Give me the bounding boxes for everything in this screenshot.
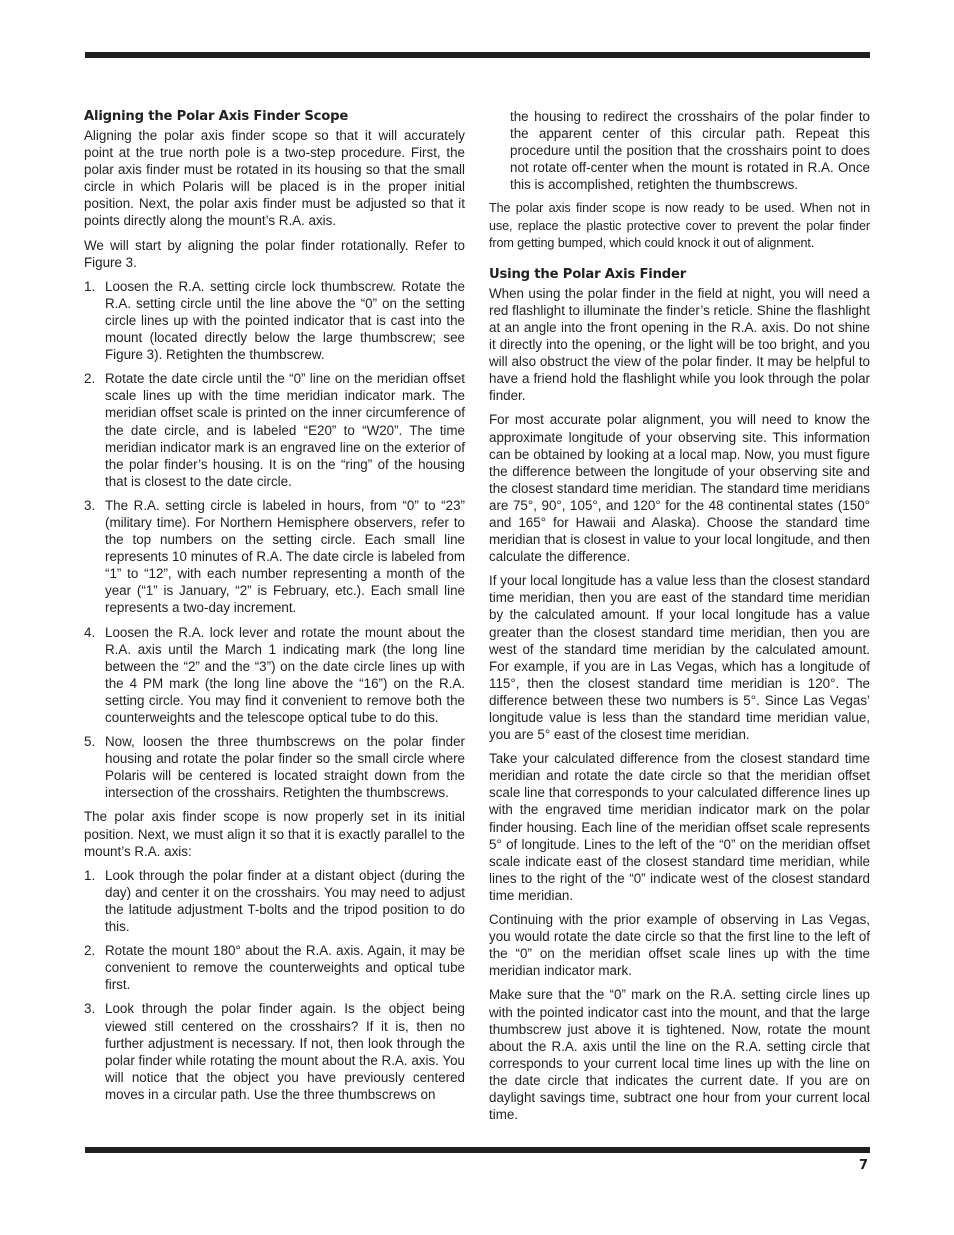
- paragraph-east-west: If your local longitude has a value less than the closest standard time meridian, then you are east of the standard time meridian by the calculated amount. If your local longitude has a value greater than the closest standard time meridian, then you are west of the standard time meridian by the calculated amount. For example, if you are in Las Vegas, which has a longitude of 115°, then the closest standard time meridian is 120°. The difference between these two numbers is 5°. Since Las Vegas’ longitude value is less than the standard time meridian value, you are 5° east of the closest time meridian.: [489, 573, 870, 743]
- list-item: [84, 733, 465, 801]
- step-text: Look through the polar finder again. Is the object being viewed still centered on the crosshairs? If it is, then no further adjustment is necessary. If not, then look through the polar finder while rotating the mount about the R.A. axis. You will notice that the object you have previously centered moves in a circular path. Use the three thumbscrews on: [105, 1001, 465, 1102]
- paragraph-offset: Take your calculated difference from the closest standard time meridian and rotate the date circle so that the meridian offset scale line that corresponds to your calculated difference lines up with the engraved time meridian indicator mark on the polar finder housing. Each line of the meridian offset scale represents 5° of longitude. Lines to the left of the “0” on the meridian offset scale indicate east of the closest standard time meridian, while lines to the right of the “0” indicate west of the closest standard time meridian.: [489, 751, 870, 903]
- paragraph-parallel: The polar axis finder scope is now properly set in its initial position. Next, we must align it so that it is exactly parallel to the mount’s R.A. axis:: [84, 809, 465, 859]
- steps-list-continued: [489, 108, 870, 193]
- step-text: Rotate the mount 180° about the R.A. axis. Again, it may be convenient to remove the counterweights and optical tube first.: [105, 943, 465, 993]
- step-text: The R.A. setting circle is labeled in hours, from “0” to “23” (military time). For Northern Hemisphere observers, refer to the top numbers on the setting circle. Each small line represents 10 minutes of R.A. The date circle is labeled from “1” to “12”, with each number representing a month of the year (“1” is January, “2” is February, etc.). Each small line represents a two-day increment.: [105, 497, 465, 616]
- right-column: [489, 108, 870, 1130]
- step-number: 2.: [84, 943, 96, 959]
- top-rule: [85, 52, 870, 58]
- left-column: [84, 108, 465, 1110]
- paragraph-ready: The polar axis finder scope is now ready to be used. When not in use, replace the plastic protective cover to prevent the polar finder from getting bumped, which could knock it out of alignment.: [489, 201, 870, 250]
- step-number: 2.: [84, 371, 96, 387]
- step-text: Look through the polar finder at a distant object (during the day) and center it on the crosshairs. You may need to adjust the latitude adjustment T-bolts and the tripod position to do this.: [105, 867, 465, 935]
- paragraph-flashlight: When using the polar finder in the field at night, you will need a red flashlight to illuminate the finder’s reticle. Shine the flashlight at an angle into the front opening in the R.A. axis. Do not shine it directly into the opening, or the light will be too bright, and you will also obstruct the view of the polar finder. It may be helpful to have a friend hold the flashlight while you look through the polar finder.: [489, 285, 870, 404]
- paragraph-longitude: For most accurate polar alignment, you will need to know the approximate longitude of your observing site. This information can be obtained by looking at a local map. Now, you must figure the difference between the longitude of your observing site and the closest standard time meridian. The standard time meridians are 75°, 90°, 105°, and 120° for the 48 continental states (150° and 165° for Hawaii and Alaska). Choose the standard time meridian that is closest in value to your local longitude, and then calculate the difference.: [489, 412, 870, 565]
- list-item: [84, 278, 465, 363]
- step-text: Loosen the R.A. setting circle lock thumbscrew. Rotate the R.A. setting circle until the line above the “0” on the setting circle lines up with the pointed indicator that is cast into the mount (located directly below the large thumbscrew; see Figure 3). Retighten the thumbscrew.: [105, 278, 465, 363]
- intro-paragraph: Aligning the polar axis finder scope so that it will accurately point at the true north pole is a two-step procedure. First, the polar axis finder must be rotated in its housing so that the small circle in which Polaris will be placed is in the proper initial position. Next, the polar axis finder must be adjusted so that it points directly along the mount’s R.A. axis.: [84, 128, 465, 229]
- step-text: Rotate the date circle until the “0” line on the meridian offset scale lines up with the time meridian indicator mark. The meridian offset scale is printed on the inner circumference of the date circle, and is labeled “E20” to “W20”. The time meridian indicator mark is an engraved line on the exterior of the polar finder’s housing. It is on the “ring” of the housing that is closest to the date circle.: [105, 371, 465, 489]
- list-item: [84, 942, 465, 993]
- paragraph-las-vegas: Continuing with the prior example of observing in Las Vegas, you would rotate the date circle so that the first line to the left of the “0” on the meridian offset scale lines up with the time meridian indicator mark.: [489, 912, 870, 979]
- step-number: 1.: [84, 867, 96, 883]
- page-number: 7: [858, 1158, 868, 1173]
- steps-list-rotational: [84, 278, 465, 802]
- step-text: Now, loosen the three thumbscrews on the polar finder housing and rotate the polar finder so the small circle where Polaris will be centered is located straight down from the intersection of the crosshairs. Retighten the thumbscrews.: [105, 734, 465, 801]
- step-number: 1.: [84, 278, 96, 294]
- section-heading-aligning: Aligning the Polar Axis Finder Scope: [84, 109, 349, 124]
- steps-list-parallel: [84, 867, 465, 1103]
- step-number: 3.: [84, 1001, 96, 1017]
- list-item: [84, 624, 465, 727]
- list-item-continued: the housing to redirect the crosshairs of the polar finder to the apparent center of this circular path. Repeat this procedure until the position that the crosshairs point to does not rotate off-center when the mount is rotated in R.A. Once this is accomplished, retighten the thumbscrews.: [510, 109, 870, 193]
- list-item: [84, 497, 465, 617]
- step-number: 3.: [84, 497, 96, 513]
- list-item: [84, 370, 465, 490]
- step-text: Loosen the R.A. lock lever and rotate the mount about the R.A. axis until the March 1 indicating mark (the long line between the “2” and the “3”) on the date circle lines up with the 4 PM mark (the long line above the “16”) on the R.A. setting circle. You may find it convenient to remove both the counterweights and the telescope optical tube to do this.: [105, 624, 465, 725]
- section-heading-using: Using the Polar Axis Finder: [489, 266, 687, 282]
- step-number: 4.: [84, 624, 96, 640]
- paragraph-setting-circle: Make sure that the “0” mark on the R.A. setting circle lines up with the pointed indicator cast into the mount, and that the large thumbscrew just above it is tightened. Now, rotate the mount about the R.A. axis until the line on the R.A. setting circle that corresponds to your current local time lines up with the line on the date circle that indicates the current date. If you are on daylight savings time, subtract one hour from your current local time.: [489, 987, 870, 1123]
- list-item: [84, 867, 465, 935]
- list-item: [84, 1000, 465, 1103]
- paragraph-rotational: We will start by aligning the polar finder rotationally. Refer to Figure 3.: [84, 237, 465, 270]
- bottom-rule: [85, 1147, 870, 1153]
- step-number: 5.: [84, 734, 96, 750]
